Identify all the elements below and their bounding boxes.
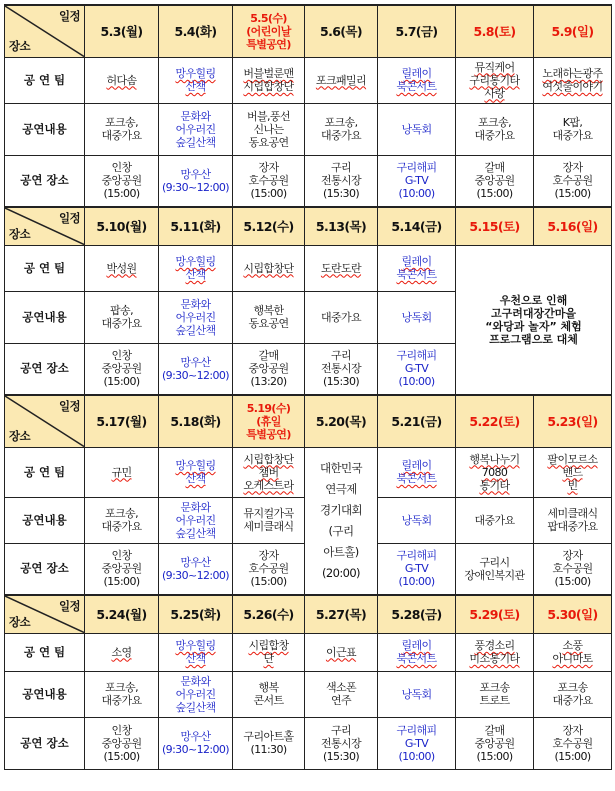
place-cell: 장자 호수공원 (15:00) <box>534 717 612 769</box>
team-cell: 이근표 <box>305 633 378 671</box>
day-header-cell: 5.9(일) <box>534 5 612 57</box>
team-cell: 릴레이 북콘서트 <box>378 245 456 291</box>
content-cell: 포크송 트로트 <box>456 671 534 717</box>
team-cell: 규민 <box>85 447 159 497</box>
row-label-place: 공연 장소 <box>5 343 85 395</box>
content-cell: 포크송, 대중가요 <box>305 103 378 155</box>
place-cell: 인창 중앙공원 (15:00) <box>85 155 159 207</box>
team-cell: 소풍 아니마토 <box>534 633 612 671</box>
content-cell: 문화와 어우러진 숲길산책 <box>159 497 233 543</box>
place-cell: 장자 호수공원 (15:00) <box>534 543 612 595</box>
team-cell: 뮤직케어 구리통기타 사랑 <box>456 57 534 103</box>
place-cell: 구리 전통시장 (15:30) <box>305 343 378 395</box>
content-cell: 팝송, 대중가요 <box>85 291 159 343</box>
day-header-cell: 5.15(토) <box>456 207 534 245</box>
row-team <box>5 245 612 291</box>
row-label-place: 공연 장소 <box>5 155 85 207</box>
row-team <box>5 57 612 103</box>
content-cell: 포크송, 대중가요 <box>85 497 159 543</box>
content-cell: 포크송, 대중가요 <box>85 103 159 155</box>
day-header-cell: 5.7(금) <box>378 5 456 57</box>
week-header-row <box>5 207 612 245</box>
performance-schedule-table <box>4 4 612 770</box>
day-header-cell: 5.27(목) <box>305 595 378 633</box>
day-header-cell: 5.8(토) <box>456 5 534 57</box>
team-cell: 포크패밀리 <box>305 57 378 103</box>
header-corner <box>5 395 85 447</box>
row-label-team: 공 연 팀 <box>5 245 85 291</box>
schedule-body <box>5 5 612 769</box>
row-place <box>5 717 612 769</box>
row-label-content: 공연내용 <box>5 497 85 543</box>
team-cell: 망우힐링 산책 <box>159 57 233 103</box>
corner-label-schedule: 일정 <box>58 399 80 413</box>
day-header-cell: 5.5(수) (어린이날 특별공연) <box>233 5 305 57</box>
place-cell: 장자 호수공원 (15:00) <box>534 155 612 207</box>
header-corner <box>5 595 85 633</box>
row-team <box>5 447 612 497</box>
content-cell: 포크송, 대중가요 <box>85 671 159 717</box>
content-cell: 세미클래식 팝대중가요 <box>534 497 612 543</box>
week-header-row <box>5 5 612 57</box>
row-team <box>5 633 612 671</box>
team-cell: 노래하는광주 여섯줄이야기 <box>534 57 612 103</box>
day-header-cell: 5.3(월) <box>85 5 159 57</box>
place-cell: 망우산 (9:30~12:00) <box>159 155 233 207</box>
place-cell: 구리해피 G-TV (10:00) <box>378 543 456 595</box>
corner-label-place: 장소 <box>9 428 31 443</box>
team-cell: 시립합창단 <box>233 245 305 291</box>
content-cell: 뮤지컬가곡 세미클래식 <box>233 497 305 543</box>
team-cell: 시립합창단 챔버 오케스트라 <box>233 447 305 497</box>
row-content <box>5 103 612 155</box>
content-cell: 대중가요 <box>456 497 534 543</box>
place-cell: 구리해피 G-TV (10:00) <box>378 155 456 207</box>
team-cell: 릴레이 북콘서트 <box>378 57 456 103</box>
team-cell: 풍경소리 미소통기타 <box>456 633 534 671</box>
place-cell: 구리해피 G-TV (10:00) <box>378 717 456 769</box>
team-cell: 릴레이 북콘서트 <box>378 633 456 671</box>
day-header-cell: 5.25(화) <box>159 595 233 633</box>
place-cell: 망우산 (9:30~12:00) <box>159 717 233 769</box>
theater-festival-cell: 대한민국 연극제 경기대회 (구리 아트홀) (20:00) <box>305 447 378 595</box>
corner-label-schedule: 일정 <box>58 211 80 225</box>
team-cell: 시립합창 단 <box>233 633 305 671</box>
corner-label-place: 장소 <box>9 226 31 241</box>
day-header-cell: 5.26(수) <box>233 595 305 633</box>
row-content <box>5 671 612 717</box>
place-cell: 망우산 (9:30~12:00) <box>159 343 233 395</box>
day-header-cell: 5.6(목) <box>305 5 378 57</box>
content-cell: 문화와 어우러진 숲길산책 <box>159 103 233 155</box>
team-cell: 행복나누기 7080 통기타 <box>456 447 534 497</box>
row-label-team: 공 연 팀 <box>5 633 85 671</box>
content-cell: 낭독회 <box>378 497 456 543</box>
day-header-cell: 5.20(목) <box>305 395 378 447</box>
header-corner <box>5 207 85 245</box>
content-cell: 행복 콘서트 <box>233 671 305 717</box>
row-label-place: 공연 장소 <box>5 717 85 769</box>
day-header-cell: 5.14(금) <box>378 207 456 245</box>
team-cell: 도란도란 <box>305 245 378 291</box>
row-label-content: 공연내용 <box>5 103 85 155</box>
day-header-cell: 5.13(목) <box>305 207 378 245</box>
day-header-cell: 5.21(금) <box>378 395 456 447</box>
day-header-cell: 5.24(월) <box>85 595 159 633</box>
place-cell: 구리해피 G-TV (10:00) <box>378 343 456 395</box>
day-header-cell: 5.12(수) <box>233 207 305 245</box>
row-label-team: 공 연 팀 <box>5 447 85 497</box>
place-cell: 구리 전통시장 (15:30) <box>305 717 378 769</box>
place-cell: 인창 중앙공원 (15:00) <box>85 543 159 595</box>
corner-label-place: 장소 <box>9 614 31 629</box>
week-header-row <box>5 595 612 633</box>
content-cell: 색소폰 연주 <box>305 671 378 717</box>
content-cell: 문화와 어우러진 숲길산책 <box>159 671 233 717</box>
team-cell: 허다솜 <box>85 57 159 103</box>
corner-label-schedule: 일정 <box>58 599 80 613</box>
team-cell: 팔이모르소 밴드 빈 <box>534 447 612 497</box>
team-cell: 망우힐링 산책 <box>159 447 233 497</box>
content-cell: K팝, 대중가요 <box>534 103 612 155</box>
content-cell: 낭독회 <box>378 671 456 717</box>
row-label-place: 공연 장소 <box>5 543 85 595</box>
content-cell: 낭독회 <box>378 103 456 155</box>
day-header-cell: 5.11(화) <box>159 207 233 245</box>
place-cell: 갈매 중앙공원 (13:20) <box>233 343 305 395</box>
corner-label-schedule: 일정 <box>58 9 80 23</box>
row-label-content: 공연내용 <box>5 671 85 717</box>
day-header-cell: 5.17(월) <box>85 395 159 447</box>
team-cell: 릴레이 북콘서트 <box>378 447 456 497</box>
day-header-cell: 5.23(일) <box>534 395 612 447</box>
content-cell: 대중가요 <box>305 291 378 343</box>
place-cell: 망우산 (9:30~12:00) <box>159 543 233 595</box>
day-header-cell: 5.29(토) <box>456 595 534 633</box>
header-corner <box>5 5 85 57</box>
content-cell: 포크송, 대중가요 <box>456 103 534 155</box>
content-cell: 행복한 동요공연 <box>233 291 305 343</box>
content-cell: 포크송 대중가요 <box>534 671 612 717</box>
place-cell: 갈매 중앙공원 (15:00) <box>456 155 534 207</box>
corner-label-place: 장소 <box>9 38 31 53</box>
place-cell: 인창 중앙공원 (15:00) <box>85 343 159 395</box>
team-cell: 박성원 <box>85 245 159 291</box>
place-cell: 장자 호수공원 (15:00) <box>233 155 305 207</box>
day-header-cell: 5.4(화) <box>159 5 233 57</box>
day-header-cell: 5.16(일) <box>534 207 612 245</box>
content-cell: 버블,풍선 신나는 동요공연 <box>233 103 305 155</box>
row-place <box>5 155 612 207</box>
place-cell: 인창 중앙공원 (15:00) <box>85 717 159 769</box>
day-header-cell: 5.18(화) <box>159 395 233 447</box>
team-cell: 버블벌룬맨 시립합창단 <box>233 57 305 103</box>
team-cell: 소영 <box>85 633 159 671</box>
place-cell: 갈매 중앙공원 (15:00) <box>456 717 534 769</box>
place-cell: 장자 호수공원 (15:00) <box>233 543 305 595</box>
content-cell: 낭독회 <box>378 291 456 343</box>
day-header-cell: 5.19(수) (휴일 특별공연) <box>233 395 305 447</box>
team-cell: 망우힐링 산책 <box>159 633 233 671</box>
day-header-cell: 5.10(월) <box>85 207 159 245</box>
team-cell: 망우힐링 산책 <box>159 245 233 291</box>
place-cell: 구리시 장애인복지관 <box>456 543 534 595</box>
row-label-team: 공 연 팀 <box>5 57 85 103</box>
day-header-cell: 5.30(일) <box>534 595 612 633</box>
day-header-cell: 5.22(토) <box>456 395 534 447</box>
content-cell: 문화와 어우러진 숲길산책 <box>159 291 233 343</box>
row-label-content: 공연내용 <box>5 291 85 343</box>
rain-substitute-note: 우천으로 인해 고구려대장간마을 “와당과 놀자” 체험 프로그램으로 대체 <box>456 245 612 395</box>
place-cell: 구리 전통시장 (15:30) <box>305 155 378 207</box>
day-header-cell: 5.28(금) <box>378 595 456 633</box>
place-cell: 구리아트홀 (11:30) <box>233 717 305 769</box>
week-header-row <box>5 395 612 447</box>
